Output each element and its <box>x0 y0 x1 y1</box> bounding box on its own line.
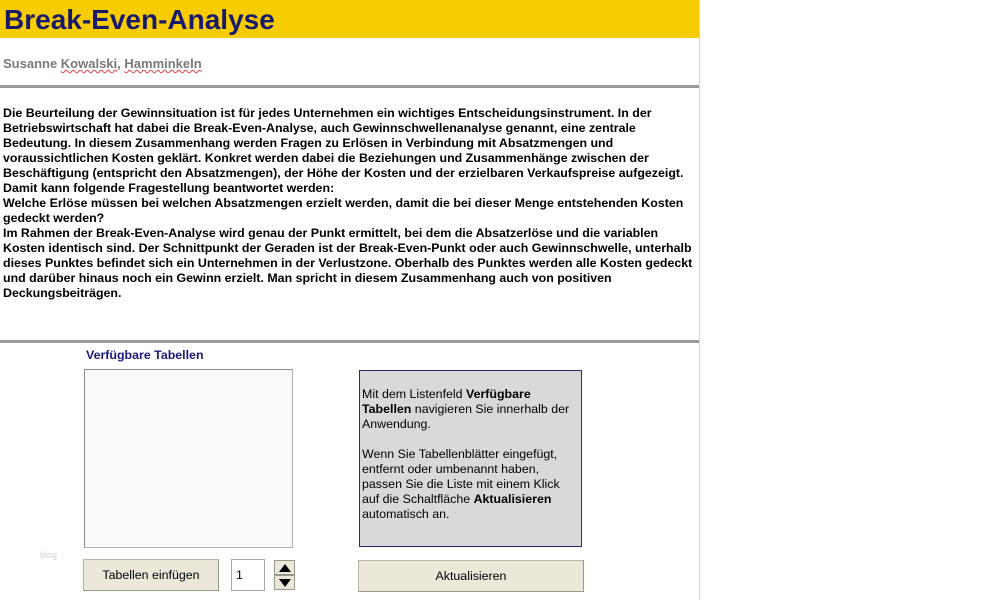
divider-bottom <box>0 340 699 343</box>
author-city: Hamminkeln <box>124 56 202 71</box>
help-paragraph-1 <box>362 387 579 432</box>
triangle-up-icon <box>279 564 291 572</box>
author-prefix: Susanne <box>3 56 61 71</box>
author-line <box>3 56 202 71</box>
help-text: navigieren Sie innerhalb der Anwendung. <box>362 402 570 431</box>
insert-tables-button[interactable]: Tabellen einfügen <box>83 559 219 591</box>
watermark-text: blog <box>40 550 58 560</box>
intro-paragraph-1: Die Beurteilung der Gewinnsituation ist für jedes Unternehmen ein wichtiges Entscheidungsinstrument. In der Betriebswirtschaft hat dabei die Break-Even-Analyse, auch Gewinnschwellenanalyse genannt, eine zentrale Bedeutung. In diesem Zusammenhang werden Fragen zu Erlösen in Verbindung mit Absatzmengen und voraussichtlichen Kosten geklärt. Konkret werden dabei die Beziehungen und Zusammenhänge zwischen der Beschäftigung (entspricht den Absatzmengen), der Höhe der Kosten und der erzielbaren Verkaufspreise aufgezeigt. Damit kann folgende Fragestellung beantwortet werden: <box>3 106 684 195</box>
help-text-bold: Verfügbare Tabellen <box>362 387 531 416</box>
divider-top <box>0 85 699 88</box>
spin-up-button[interactable] <box>274 560 295 575</box>
intro-paragraph-2: Welche Erlöse müssen bei welchen Absatzmengen erzielt werden, damit die bei dieser Menge entstehenden Kosten gedeckt werden? <box>3 196 684 225</box>
title-bar <box>0 0 699 38</box>
intro-text <box>3 106 693 301</box>
page-title: Break-Even-Analyse <box>4 4 275 35</box>
tables-listbox[interactable] <box>84 369 293 548</box>
refresh-button[interactable]: Aktualisieren <box>358 560 584 592</box>
spin-down-button[interactable] <box>274 575 295 590</box>
help-info-box <box>359 370 582 547</box>
author-separator: , <box>117 56 125 71</box>
help-text: Wenn Sie Tabellenblätter eingefügt, entfernt oder umbenannt haben, passen Sie die Liste mit einem Klick auf die Schaltfläche <box>362 447 560 506</box>
tables-list-label: Verfügbare Tabellen <box>86 348 204 362</box>
author-surname: Kowalski <box>60 56 118 71</box>
table-count-input[interactable] <box>231 559 265 591</box>
help-text: Mit dem Listenfeld <box>362 387 466 401</box>
empty-sheet-area <box>699 0 1000 600</box>
help-paragraph-2 <box>362 447 579 522</box>
triangle-down-icon <box>279 579 291 587</box>
intro-paragraph-3: Im Rahmen der Break-Even-Analyse wird genau der Punkt ermittelt, bei dem die Absatzerlöse und die variablen Kosten identisch sind. Der Schnittpunkt der Geraden ist der Break-Even-Punkt oder auch Gewinnschwelle, unterhalb dieses Punktes befindet sich ein Unternehmen in der Verlustzone. Oberhalb des Punktes werden alle Kosten gedeckt und darüber hinaus noch ein Gewinn erzielt. Man spricht in diesem Zusammenhang auch von positiven Deckungsbeiträgen. <box>3 226 693 300</box>
help-text: automatisch an. <box>362 507 450 521</box>
help-text-bold: Aktualisieren <box>473 492 552 506</box>
